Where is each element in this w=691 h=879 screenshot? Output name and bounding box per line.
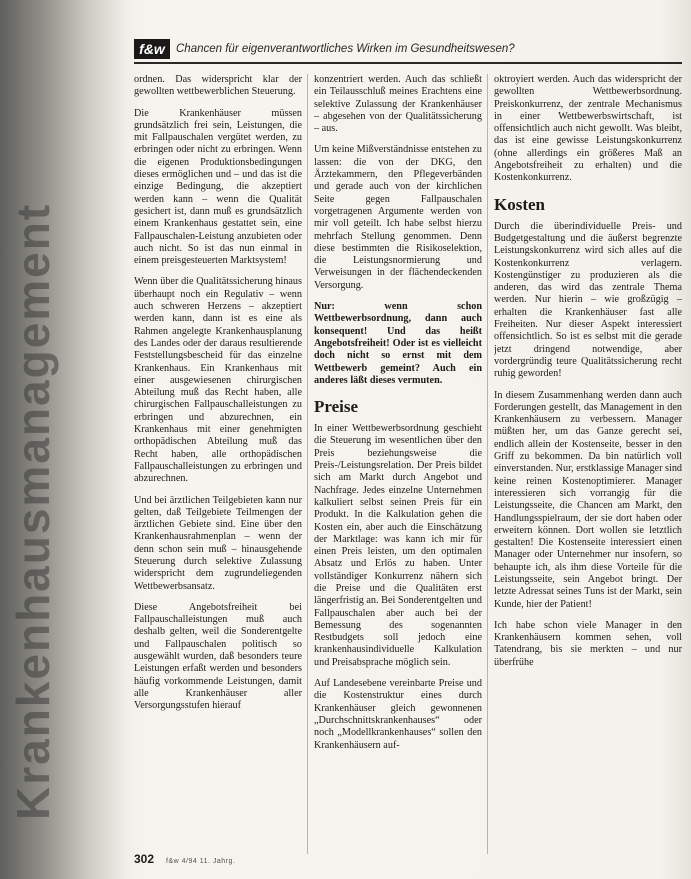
section-heading: Kosten xyxy=(494,194,545,214)
paragraph: Wenn über die Qualitätssicherung hinaus überhaupt noch ein Regulativ – wenn auch schweren Herzens – akzeptiert werden kann, dann ist es eine als Rahmen angelegte Krankenhausplanung des Landes oder der daraus resultierende Feststellungsbescheid für das einzelne Krankenhaus. Ein Krankenhaus mit einer ausgewiesenen chirurgischen Abteilung muß das Recht haben, alle chirurgischen Fallpauschalleistungen zu erbringen und abzurechnen, ein Krankenhaus mit einer genehmigten orthopädischen Abteilung muß das Recht haben, alle orthopädischen Fallpauschalleistungen zu erbringen und abzurechnen. xyxy=(134,276,302,485)
paragraph: Und bei ärztlichen Teilgebieten kann nur gelten, daß Teilgebiete Teilmengen der ärztlichen Gebiete sind. Eine über den Krankenhausrahmenplan – wenn der denn schon sein muß – hinausgehende Steuerung durch selektive Zulassung widerspricht dem zugrundeliegenden Wettbewerbsansatz. xyxy=(134,494,302,592)
column-divider xyxy=(487,74,488,854)
page-number: 302 xyxy=(134,852,155,866)
text-column-3 xyxy=(494,74,682,854)
issue-source: f&w 4/94 11. Jahrg. xyxy=(166,858,236,865)
column-divider xyxy=(307,74,308,854)
header-rule xyxy=(134,62,682,64)
paragraph: Durch die überindividuelle Preis- und Budgetgestaltung und die äußerst begrenzte Leistungskonkurrenz wird sich alles auf die Kostenkonkurrenz verlagern. Kostengünstiger zu produzieren als die anderen, das wird das zentrale Thema werden. Nur hierin – wie großzügig – erhalten die Krankenhäuser fast alle Freiheiten. Nur dieser Aspekt interessiert offensichtlich. So ist es selbst mit die gerade jetzt dringend notwendige, aber vordergründig teure Qualitätssicherung recht ruhig geworden! xyxy=(494,220,682,380)
paragraph: Nur: wenn schon Wettbewerbsordnung, dann auch konsequent! Und das heißt Angebotsfreiheit! Oder ist es vielleicht doch nicht so ernst mit dem Wettbewerb gemeint? Auch ein anderes läßt dieses vermuten. xyxy=(314,301,482,386)
paragraph: Auf Landesebene vereinbarte Preise und die Kostenstruktur eines durch Krankenhäuser gleich gewonnenen „Durchschnittskrankenhauses“ oder noch „Modellkrankenhauses“ sollen den Krankenhäusern auf- xyxy=(314,678,482,751)
paragraph: Die Krankenhäuser müssen grundsätzlich frei sein, Leistungen, die mit Fallpauschalen vergütet werden, zu erbringen oder nicht zu erbringen. Wenn die eigenen Produktionsbedingungen dieses ermöglichen und – und das ist die einzige Bedingung, die akzeptiert werden kann – wenn die Qualität gesichert ist, dann muß es grundsätzlich einem Krankenhaus gestattet sein, eine Fallpauschalen-Leistung anzubieten oder auch nicht. So ist das nun einmal in einem preisgesteuerten Marktsystem! xyxy=(134,107,302,267)
text-column-2 xyxy=(314,74,482,854)
paragraph: In diesem Zusammenhang werden dann auch Forderungen gestellt, das Management in den Krankenhäusern zu verbessern. Manager müßten her, um das Ganze gerecht sei, endlich allein der Kostenseite, besser in den Griff zu bekommen. Da bin natürlich voll einverstanden. Nur, erstklassige Manager sind keine reinen Kostenoptimierer. Manager interessieren sich vorrangig für die Leistungsseite, die Chancen am Markt, den Handlungsspielraum, der sie dort haben oder erweitern können. Dort wollen sie letztlich gestalten! Die Kostenseite interessiert einen Manager oder Unternehmer nur insofern, so behaupte ich, als ihm diese Vorteile für die Leistungsseite, sein Angebot bringt. Der letzte Adressat seines Tuns ist der Markt, sein Kunde, hier der Patient! xyxy=(494,389,682,610)
paragraph: konzentriert werden. Auch das schließt ein Teilausschluß meines Erachtens eine selektive Zulassung der Krankenhäuser – abgesehen von der Qualitätssicherung – aus. xyxy=(314,74,482,135)
paragraph: In einer Wettbewerbsordnung geschieht die Steuerung im wesentlichen über den Preis beziehungsweise die Preis-/Leistungsrelation. Der Preis bildet sich am Markt durch Angebot und Nachfrage. Jedes einzelne Unternehmen kalkuliert selbst seinen Preis für ein Produkt. In die Kalkulation gehen die Kosten ein, aber auch die Einschätzung der Marktlage: was kann ich mir für einen Preis leisten, um den optimalen Absatz und Erlös zu haben. Unter vollständiger Konkurrenz nähern sich die Preise und die Qualitäten erst längerfristig an. Bei Sonderentgelten und Fallpauschalen aber auch bei der Bemessung des sogenannten Restbudgets soll jedoch eine krankenhausindividuelle Kalkulation und Preisabsprache möglich sein. xyxy=(314,423,482,668)
running-header-title: Chancen für eigenverantwortliches Wirken im Gesundheitswesen? xyxy=(176,43,515,55)
paragraph: Diese Angebotsfreiheit bei Fallpauschalleistungen muß auch deshalb gelten, weil die Sonderentgelte und Fallpauschalen politisch so ausgewählt wurden, daß besonders teure Leistungen erfaßt werden und besonders häufig vorkommende Leistungen, damit alle Krankenhäuser aller Versorgungsstufen hierauf xyxy=(134,601,302,712)
paragraph: Um keine Mißverständnisse entstehen zu lassen: die von der DKG, den Ärztekammern, den Pflegeverbänden und gerade auch von der kirchlichen Seite gegen Fallpauschalen vorgetragenen Argumente werden von mir voll geteilt. Ich habe selbst hierzu mehrfach Stellung genommen. Denn diese bestimmten die Risikoselektion, die Leistungsnormierung und Verweisungen in der flächendeckenden Versorgung. xyxy=(314,144,482,291)
spine-bleed-text: Krankenhausmanagement xyxy=(7,202,59,820)
section-heading: Preise xyxy=(314,397,359,417)
paragraph: oktroyiert werden. Auch das widerspricht der gewollten Wettbewerbsordnung. Preiskonkurrenz, der zentrale Mechanismus in einer Wettbewerbswirtschaft, ist offensichtlich auch nicht gewollt. Was bleibt, das ist eine gewisse Leistungskonkurrenz (ohne allerdings ein größeres Maß an Angebotsfreiheit zu erhalten) und die Kostenkonkurrenz. xyxy=(494,74,682,184)
paragraph: Ich habe schon viele Manager in den Krankenhäusern kommen sehen, voll Tatendrang, bis sie merkten – und nur überfrühe xyxy=(494,619,682,668)
running-header xyxy=(134,38,682,60)
text-column-1 xyxy=(134,74,302,854)
page-footer xyxy=(134,852,235,866)
paragraph: ordnen. Das widerspricht klar der gewollten wettbewerblichen Steuerung. xyxy=(134,74,302,98)
journal-logo: f&w xyxy=(134,39,170,59)
